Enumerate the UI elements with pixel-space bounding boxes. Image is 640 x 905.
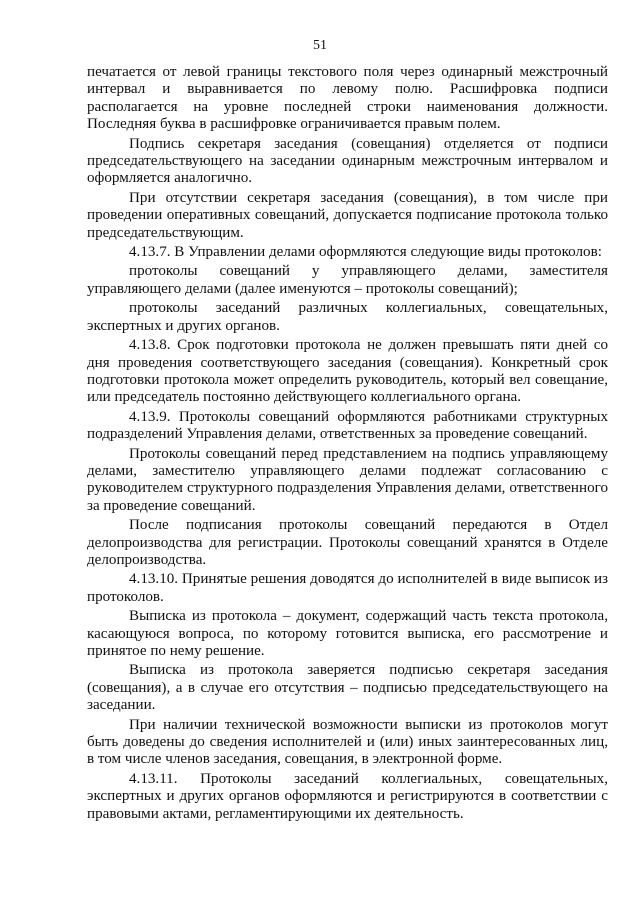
paragraph: После подписания протоколы совещаний передаются в Отдел делопроизводства для регистрации. Протоколы совещаний хранятся в Отделе делопроизводства.: [87, 517, 608, 568]
page-number: 51: [313, 38, 327, 53]
paragraph: Выписка из протокола заверяется подписью секретаря заседания (совещания), а в случае его отсутствия – подписью председательствующего на заседании.: [87, 662, 608, 714]
paragraph: 4.13.7. В Управлении делами оформляются следующие виды протоколов:: [129, 244, 602, 261]
paragraph: 4.13.9. Протоколы совещаний оформляются работниками структурных подразделений Управления делами, ответственных за проведение совещаний.: [87, 408, 608, 443]
paragraph: протоколы совещаний у управляющего делами, заместителя управляющего делами (далее именуются – протоколы совещаний);: [87, 263, 608, 297]
paragraph: При отсутствии секретаря заседания (совещания), в том числе при проведении оперативных совещаний, допускается подписание протокола только председательствующим.: [87, 189, 608, 241]
paragraph: Подпись секретаря заседания (совещания) отделяется от подписи председательствующего на заседании одинарным межстрочным интервалом и оформляется аналогично.: [87, 135, 608, 187]
paragraph: При наличии технической возможности выписки из протоколов могут быть доведены до сведения исполнителей и (или) иных заинтересованных лиц, в том числе членов заседания, совещания, в электронной форме.: [87, 716, 608, 768]
paragraph: 4.13.8. Срок подготовки протокола не должен превышать пяти дней со дня проведения соответствующего заседания (совещания). Конкретный срок подготовки протокола может определить руководитель, который вел совещание, или председатель постоянно действующего коллегиального органа.: [87, 337, 608, 406]
paragraph: 4.13.10. Принятые решения доводятся до исполнителей в виде выписок из протоколов.: [87, 571, 608, 605]
paragraph: протоколы заседаний различных коллегиальных, совещательных, экспертных и других органов.: [87, 300, 608, 334]
paragraph: Выписка из протокола – документ, содержащий часть текста протокола, касающуюся вопроса, по которому готовится выписка, его рассмотрение и принятое по нему решение.: [87, 608, 608, 659]
paragraph: печатается от левой границы текстового поля через одинарный межстрочный интервал и выравнивается по левому полю. Расшифровка подписи располагается на уровне последней строки наименования должности. Последняя буква в расшифровке ограничивается правым полем.: [87, 64, 608, 133]
body-text: [87, 64, 608, 825]
paragraph: Протоколы совещаний перед представлением на подпись управляющему делами, заместителю управляющего делами подлежат согласованию с руководителем структурного подразделения Управления делами, ответственного за проведение совещаний.: [87, 445, 608, 514]
paragraph: 4.13.11. Протоколы заседаний коллегиальных, совещательных, экспертных и других органов оформляются и регистрируются в соответствии с правовыми актами, регламентирующими их деятельность.: [87, 770, 608, 822]
